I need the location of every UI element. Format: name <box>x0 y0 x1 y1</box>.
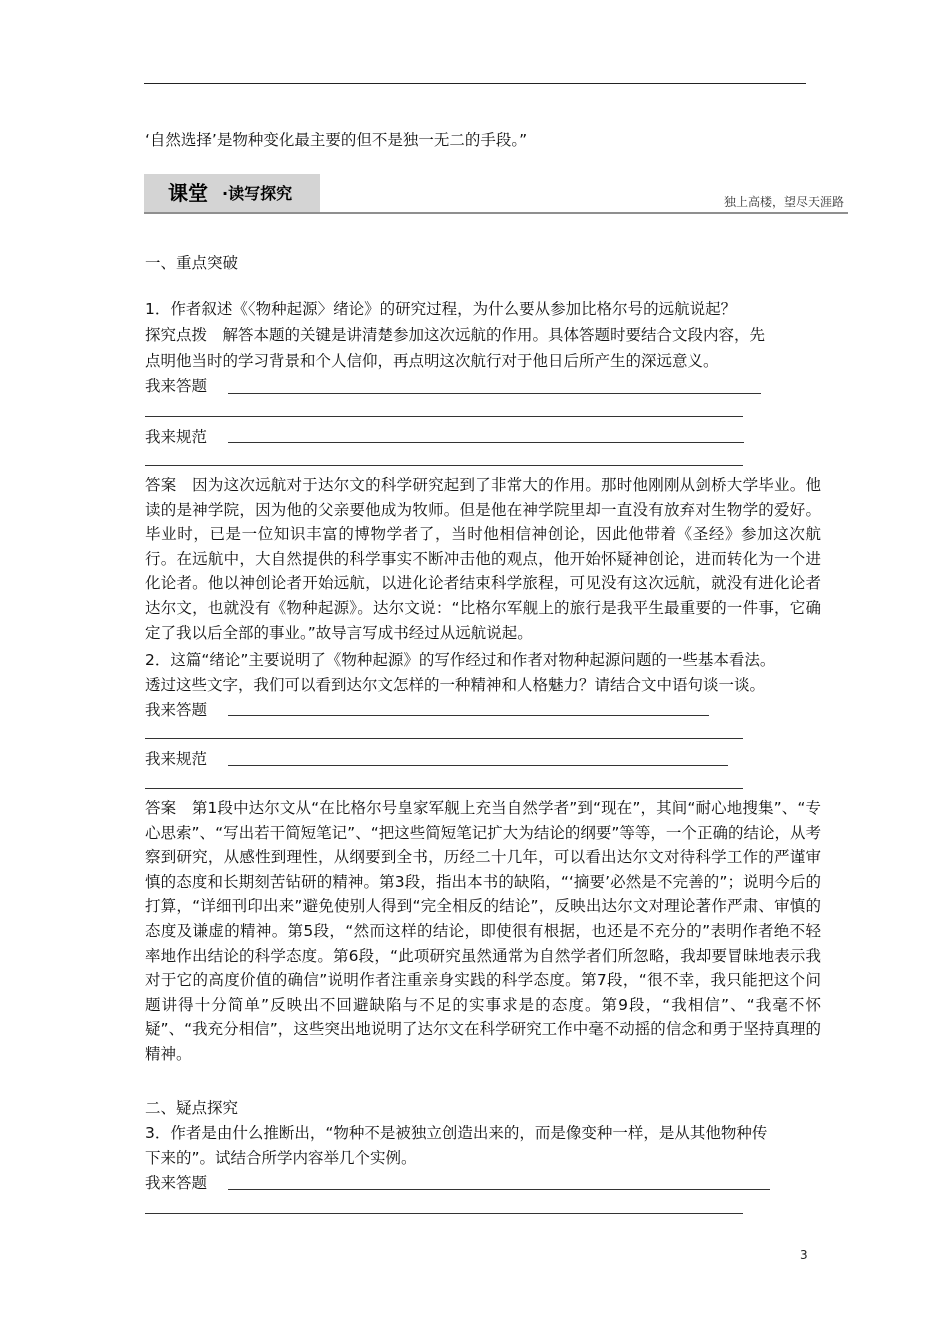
q1-answer-line[interactable] <box>228 393 761 394</box>
q2-standard-line[interactable] <box>228 765 728 766</box>
page-number: 3 <box>800 1248 808 1262</box>
q1-question: 1．作者叙述《〈物种起源〉绪论》的研究过程，为什么要从参加比格尔号的远航说起？ <box>145 300 737 318</box>
q3-question-line-1: 3．作者是由什么推断出，“物种不是被独立创造出来的，而是像变种一样，是从其他物种传 <box>145 1124 768 1142</box>
q1-hint-line-2: 点明他当时的学习背景和个人信仰，再点明这次航行对于他日后所产生的深远意义。 <box>145 352 719 370</box>
q3-answer-line[interactable] <box>145 1213 743 1214</box>
q1-answer-text: 答案 因为这次远航对于达尔文的科学研究起到了非常大的作用。那时他刚刚从剑桥大学毕业。他读的是神学院，因为他的父亲要他成为牧师。但是他在神学院里却一直没有放弃对生物学的爱好。毕业时，已是一位知识丰富的博物学者了，当时他相信神创论，因此他带着《圣经》参加这次航行。在远航中，大自然提供的科学事实不断冲击他的观点，他开始怀疑神创论，进而转化为一个进化论者。他以神创论者开始远航，以进化论者结束科学旅程，可见没有这次远航，就没有进化论者达尔文，也就没有《物种起源》。达尔文说：“比格尔军舰上的旅行是我平生最重要的一件事，它确定了我以后全部的事业。”故导言写成书经过从远航说起。 <box>145 476 821 642</box>
q1-hint-line-1: 探究点拨 解答本题的关键是讲清楚参加这次远航的作用。具体答题时要结合文段内容，先 <box>145 326 766 344</box>
q1-answer-line[interactable] <box>145 416 743 417</box>
header-rule <box>144 83 806 84</box>
banner-title: 课堂 <box>168 181 208 205</box>
q1-answer-label: 我来答题 <box>145 377 208 395</box>
q2-answer-line[interactable] <box>145 738 743 739</box>
q2-question-line-2: 透过这些文字，我们可以看到达尔文怎样的一种精神和人格魅力？请结合文中语句谈一谈。 <box>145 676 766 694</box>
q2-answer-line[interactable] <box>228 715 709 716</box>
banner-slogan: 独上高楼，望尽天涯路 <box>723 195 844 209</box>
q3-question-line-2: 下来的”。试结合所学内容举几个实例。 <box>145 1149 417 1167</box>
q2-standard-line[interactable] <box>145 788 743 789</box>
q2-standard-label: 我来规范 <box>145 750 208 768</box>
section-1-title: 一、重点突破 <box>145 254 239 272</box>
q1-standard-line[interactable] <box>228 442 744 443</box>
section-banner <box>144 174 848 214</box>
q3-answer-label: 我来答题 <box>145 1174 208 1192</box>
q3-answer-line[interactable] <box>228 1189 770 1190</box>
section-2-title: 二、疑点探究 <box>145 1099 239 1117</box>
q1-standard-line[interactable] <box>145 465 743 466</box>
banner-subtitle: ·读写探究 <box>222 184 293 203</box>
q2-answer-text: 答案 第1段中达尔文从“在比格尔号皇家军舰上充当自然学者”到“现在”，其间“耐心地搜集”、“专心思索”、“写出若干简短笔记”、“把这些简短笔记扩大为结论的纲要”等等，一个正确的结论，从考察到研究，从感性到理性，从纲要到全书，历经二十几年，可以看出达尔文对待科学工作的严谨审慎的态度和长期刻苦钻研的精神。第3段，指出本书的缺陷，“‘摘要’必然是不完善的”；说明今后的打算，“详细刊印出来”避免使别人得到“完全相反的结论”，反映出达尔文对理论著作严肃、审慎的态度及谦虚的精神。第5段，“然而这样的结论，即使很有根据，也还是不充分的”表明作者绝不轻率地作出结论的科学态度。第6段，“此项研究虽然通常为自然学者们所忽略，我却要冒昧地表示我对于它的高度价值的确信”说明作者注重亲身实践的科学态度。第7段，“很不幸，我只能把这个问题讲得十分简单”反映出不回避缺陷与不足的实事求是的态度。第9段，“我相信”、“我毫不怀疑”、“我充分相信”，这些突出地说明了达尔文在科学研究工作中毫不动摇的信念和勇于坚持真理的精神。 <box>145 799 821 1063</box>
top-quote: ‘自然选择’是物种变化最主要的但不是独一无二的手段。” <box>145 131 528 149</box>
q1-standard-label: 我来规范 <box>145 428 208 446</box>
banner-rule <box>144 212 848 214</box>
q2-question-line-1: 2．这篇“绪论”主要说明了《物种起源》的写作经过和作者对物种起源问题的一些基本看法。 <box>145 651 776 669</box>
q2-answer-label: 我来答题 <box>145 701 208 719</box>
